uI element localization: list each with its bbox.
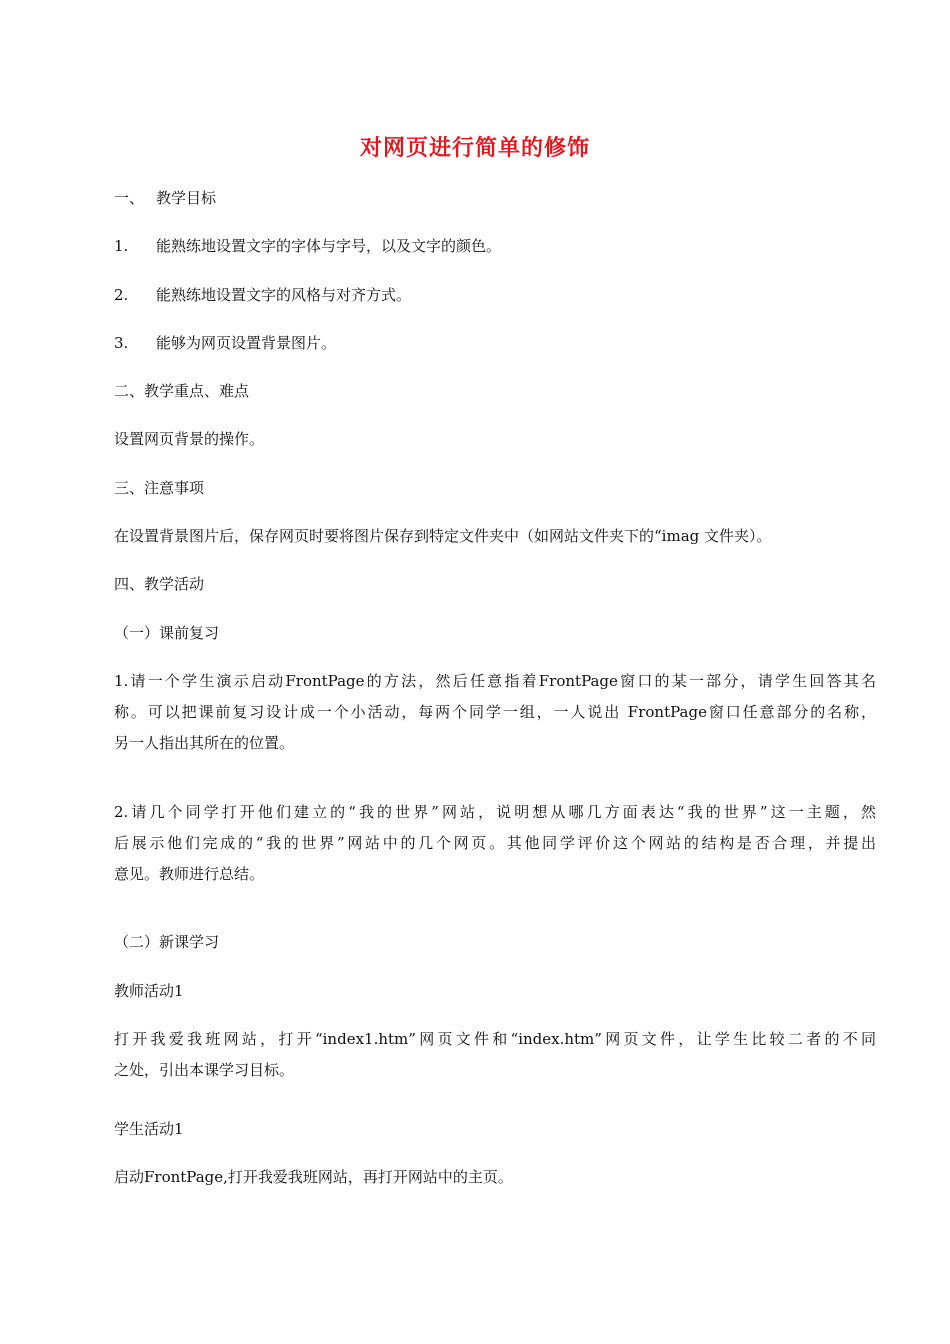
- section-heading-keypoints: 二、教学重点、难点: [114, 382, 250, 400]
- paragraph-line: 2.请几个同学打开他们建立的“我的世界”网站，说明想从哪几方面表达“我的世界”这一主题，然: [114, 803, 876, 821]
- review-paragraph-2: [114, 797, 876, 890]
- paragraph-line: 1.请一个学生演示启动FrontPage的方法，然后任意指着FrontPage窗口的某一部分，请学生回答其名: [114, 672, 876, 690]
- heading-number: 一、: [114, 189, 145, 207]
- paragraph-line: 另一人指出其所在的位置。: [114, 734, 295, 752]
- paragraph-line: 打开我爱我班网站，打开“index1.htm”网页文件和“index.htm”网页文件，让学生比较二者的不同: [114, 1030, 876, 1048]
- section-heading-notes: 三、注意事项: [114, 479, 205, 497]
- document-title: 对网页进行简单的修饰: [359, 136, 590, 161]
- paragraph-line: 意见。教师进行总结。: [114, 865, 265, 883]
- objective-item: [114, 284, 411, 306]
- item-number: 2.: [114, 286, 129, 304]
- keypoints-text: 设置网页背景的操作。: [114, 430, 265, 448]
- item-number: 1.: [114, 237, 129, 255]
- notes-text: 在设置背景图片后，保存网页时要将图片保存到特定文件夹中（如网站文件夹下的“imag 文件夹）。: [114, 527, 772, 545]
- student-activity-label: 学生活动1: [114, 1120, 184, 1138]
- item-text: 能够为网页设置背景图片。: [156, 334, 337, 352]
- objective-item: [114, 332, 336, 354]
- paragraph-line: 之处，引出本课学习目标。: [114, 1061, 295, 1079]
- heading-text: 教学目标: [156, 189, 217, 207]
- paragraph-line: 后展示他们完成的“我的世界”网站中的几个网页。其他同学评价这个网站的结构是否合理，并提出: [114, 834, 876, 852]
- section-heading-activities: 四、教学活动: [114, 575, 205, 593]
- review-paragraph-1: [114, 666, 876, 759]
- subsection-heading-new-lesson: （二）新课学习: [114, 933, 220, 951]
- subsection-heading-review: （一）课前复习: [114, 624, 220, 642]
- paragraph-line: 称。可以把课前复习设计成一个小活动，每两个同学一组，一人说出 FrontPage窗口任意部分的名称，: [114, 703, 876, 721]
- teacher-activity-label: 教师活动1: [114, 982, 184, 1000]
- item-text: 能熟练地设置文字的字体与字号，以及文字的颜色。: [156, 237, 502, 255]
- objective-item: [114, 235, 501, 257]
- student-activity-text: 启动FrontPage,打开我爱我班网站，再打开网站中的主页。: [114, 1168, 513, 1186]
- item-text: 能熟练地设置文字的风格与对齐方式。: [156, 286, 412, 304]
- item-number: 3.: [114, 334, 129, 352]
- section-heading-objectives: [114, 187, 216, 209]
- teacher-activity-paragraph: [114, 1024, 876, 1086]
